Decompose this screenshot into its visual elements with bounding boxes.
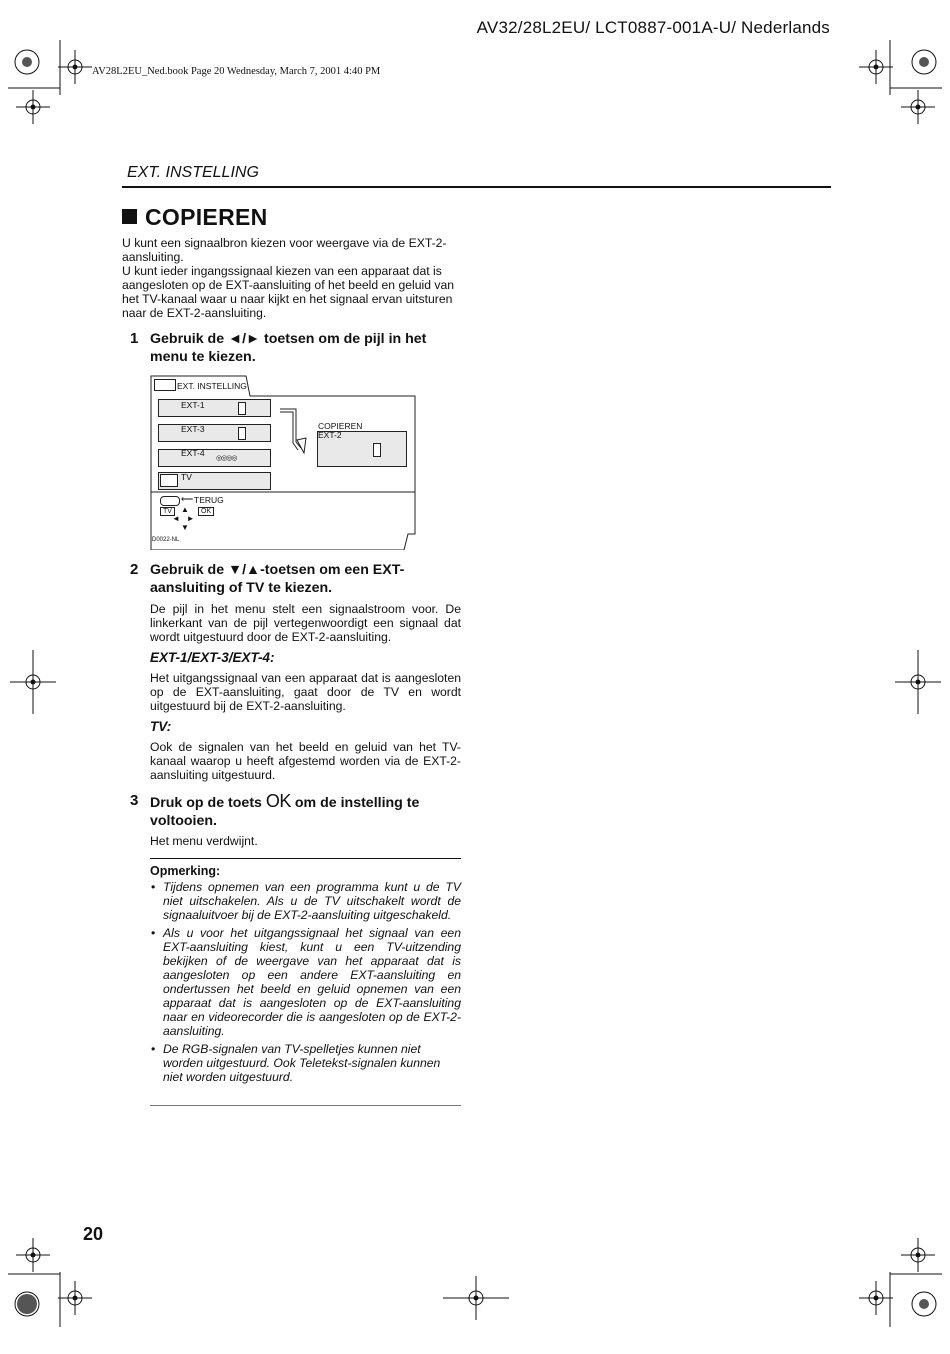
subheading-tv: TV:: [150, 719, 172, 734]
intro-paragraph: U kunt ieder ingangssignaal kiezen van een apparaat dat is aangesloten op de EXT-aansluiting of het beeld en geluid van het TV-kanaal waar u naar kijkt en het signaal ervan uitsturen naar de EXT-2-aansluiting.: [122, 264, 455, 320]
intro-paragraph: U kunt een signaalbron kiezen voor weergave via de EXT-2-aansluiting.: [122, 236, 447, 264]
av-jacks-icon: ◎◎◎◎: [216, 455, 237, 462]
scart-icon: [238, 427, 246, 440]
menu-item-ext1[interactable]: [158, 399, 271, 417]
ok-button-icon: OK: [265, 791, 291, 811]
step-text-before: Druk op de toets: [150, 795, 262, 811]
note-item: • De RGB-signalen van TV-spelletjes kunnen niet worden uitgestuurd. Ook Teletekst-signalen kunnen niet worden uitgestuurd.: [150, 1042, 461, 1084]
menu-tab-label: EXT. INSTELLING: [177, 381, 247, 391]
square-bullet-icon: [122, 209, 137, 224]
menu-diagram: [148, 374, 420, 550]
note-item: • Tijdens opnemen van een programma kunt u de TV niet uitschakelen. Als u de TV uitschakelt wordt de signaaluitvoer bij de EXT-2-aansluiting uitgeschakeld.: [150, 880, 461, 922]
note-item: • Als u voor het uitgangssignaal het signaal van een EXT-aansluiting kiest, kunt u een TV-uitzending bekijken of de weergave van het apparaat dat is aangesloten op een andere EXT-aansluiting en ondertussen het beeld en geluid opnemen van een apparaat dat is aangesloten op de EXT-aansluiting naar en videorecorder die is aangesloten op de EXT-2-aansluiting.: [150, 926, 461, 1038]
note-rule-bottom: [150, 1105, 461, 1106]
step-instruction: Gebruik de ◄/► toetsen om de pijl in het menu te kiezen.: [150, 331, 427, 365]
note-rule-top: [150, 858, 461, 859]
step-body: Het menu verdwijnt.: [150, 834, 258, 848]
page-number: 20: [83, 1224, 104, 1244]
back-arrow-icon: ⟵: [181, 494, 194, 504]
step-number: 1: [130, 330, 139, 347]
step-number: 2: [130, 561, 139, 578]
menu-item-label: EXT-1: [181, 400, 205, 410]
tv-icon: [160, 474, 178, 487]
section-rule: [122, 186, 831, 188]
note-list: [150, 880, 461, 1088]
menu-item-ext4[interactable]: [158, 449, 271, 467]
ok-key: OK: [198, 507, 214, 516]
book-line: AV28L2EU_Ned.book Page 20 Wednesday, March 7, 2001 4:40 PM: [92, 66, 381, 77]
menu-item-label: EXT-4: [181, 448, 205, 458]
figure-code: D0022-NL: [152, 537, 180, 543]
direction-pad-icon: ▲ ◄ ► ▼: [172, 505, 195, 532]
step-body: De pijl in het menu stelt een signaalstroom voor. De linkerkant van de pijl vertegenwoordigt een signaal dat wordt uitgestuurd door de EXT-2-aansluiting.: [150, 602, 461, 644]
subheading-ext: EXT-1/EXT-3/EXT-4:: [150, 650, 275, 665]
tv-key: TV: [160, 507, 175, 516]
heading-text: COPIEREN: [145, 204, 268, 230]
step-text-after: om de instelling te voltooien.: [150, 795, 420, 829]
back-label: TERUG: [194, 495, 224, 505]
target-label: COPIEREN: [318, 421, 363, 431]
menu-item-label: TV: [181, 472, 192, 482]
section-title: EXT. INSTELLING: [127, 164, 259, 181]
page-heading: [122, 204, 268, 231]
subheading-tv-body: Ook de signalen van het beeld en geluid van het TV-kanaal waarop u heeft afgestemd worden via de EXT-2-aansluiting uitgestuurd.: [150, 740, 461, 782]
menu-item-ext3[interactable]: [158, 424, 271, 442]
input-icon: [154, 379, 176, 391]
step-instruction: Gebruik de ▼/▲-toetsen om een EXT-aansluiting of TV te kiezen.: [150, 562, 405, 596]
step-number: 3: [130, 792, 139, 809]
target-item-label: EXT-2: [318, 430, 342, 440]
menu-item-label: EXT-3: [181, 424, 205, 434]
note-title: Opmerking:: [150, 864, 221, 878]
subheading-ext-body: Het uitgangssignaal van een apparaat dat is aangesloten op de EXT-aansluiting, gaat door de TV en wordt uitgestuurd bij de EXT-2-aansluiting.: [150, 671, 461, 713]
intro-text: [122, 236, 461, 320]
document-id: AV32/28L2EU/ LCT0887-001A-U/ Nederlands: [476, 18, 830, 37]
step-instruction: [150, 792, 461, 830]
scart-icon: [238, 402, 246, 415]
scart-icon: [373, 443, 381, 457]
